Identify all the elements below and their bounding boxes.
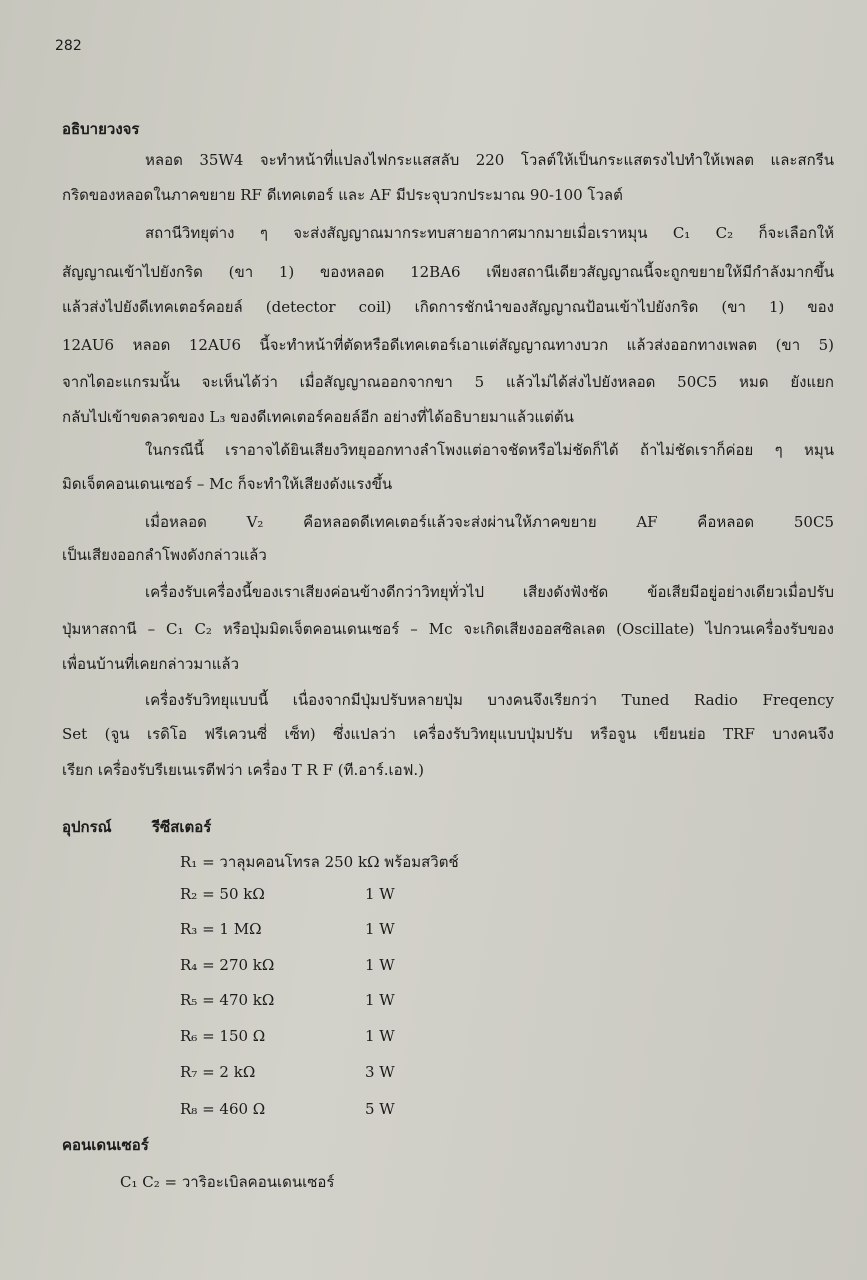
text-line: แล้วส่งไปยังดีเทคเตอร์คอยล์ (detector coil) เกิดการชักนำของสัญญาณป้อนเข้าไปยังกริด (ขา 1) ของ — [62, 298, 834, 316]
resistor-wattage: 5 W — [365, 1100, 395, 1118]
resistor-wattage: 1 W — [365, 1027, 395, 1045]
text-line: ปุ่มหาสถานี – C₁ C₂ หรือปุ่มมิดเจ็ตคอนเดนเซอร์ – Mc จะเกิดเสียงออสซิลเลต (Oscillate) ไปกวนเครื่องรับของ — [62, 620, 834, 638]
text-line: ในกรณีนี้ เราอาจได้ยินเสียงวิทยุออกทางลำโพงแต่อาจชัดหรือไม่ชัดก็ได้ ถ้าไม่ชัดเราก็ค่อย ๆ หมุน — [145, 441, 834, 459]
resistor-spec: R₆ = 150 Ω — [180, 1027, 266, 1045]
capacitor-line: C₁ C₂ = วาริอะเบิลคอนเดนเซอร์ — [120, 1173, 335, 1191]
section-title: อธิบายวงจร — [62, 120, 140, 138]
text-line: เพื่อนบ้านที่เคยกล่าวมาแล้ว — [62, 655, 240, 673]
text-line: สัญญาณเข้าไปยังกริด (ขา 1) ของหลอด 12BA6 เพียงสถานีเดียวสัญญาณนี้จะถูกขยายให้มีกำลังมากขึ้น — [62, 263, 834, 281]
resistor-wattage: 3 W — [365, 1063, 395, 1081]
text-line: เป็นเสียงออกลำโพงดังกล่าวแล้ว — [62, 546, 267, 564]
resistor-row — [180, 850, 459, 874]
text-line: เรียก เครื่องรับรีเยเนเรตีฟว่า เครื่อง T R F (ที.อาร์.เอฟ.) — [62, 761, 424, 779]
text-line: สถานีวิทยุต่าง ๆ จะส่งสัญญาณมากระทบสายอากาศมากมายเมื่อเราหมุน C₁ C₂ ก็จะเลือกให้ — [145, 224, 834, 242]
resistor-spec: R₁ = วาลุมคอนโทรล 250 kΩ พร้อมสวิตช์ — [180, 853, 459, 871]
text-line: กลับไปเข้าขดลวดของ L₃ ของดีเทคเตอร์คอยล์อีก อย่างที่ได้อธิบายมาแล้วแต่ต้น — [62, 408, 574, 426]
page-number: 282 — [55, 38, 82, 54]
resistor-spec: R₃ = 1 MΩ — [180, 920, 262, 938]
resistor-row — [180, 956, 395, 974]
text-line: จากไดอะแกรมนั้น จะเห็นได้ว่า เมื่อสัญญาณออกจากขา 5 แล้วไม่ได้ส่งไปยังหลอด 50C5 หมด ยังแยก — [62, 373, 834, 391]
resistor-spec: R₂ = 50 kΩ — [180, 885, 265, 903]
resistor-label: รีซีสเตอร์ — [152, 818, 212, 836]
text-line: เมื่อหลอด V₂ คือหลอดดีเทคเตอร์แล้วจะส่งผ่านให้ภาคขยาย AF คือหลอด 50C5 — [145, 513, 834, 531]
resistor-row — [180, 991, 395, 1009]
resistor-spec: R₇ = 2 kΩ — [180, 1063, 256, 1081]
resistor-spec: R₅ = 470 kΩ — [180, 991, 275, 1009]
resistor-wattage: 1 W — [365, 920, 395, 938]
text-line: มิดเจ็ตคอนเดนเซอร์ – Mc ก็จะทำให้เสียงดังแรงขึ้น — [62, 475, 393, 493]
resistor-wattage: 1 W — [365, 885, 395, 903]
resistor-row — [180, 920, 395, 938]
text-line: 12AU6 หลอด 12AU6 นี้จะทำหน้าที่ตัดหรือดีเทคเตอร์เอาแต่สัญญาณทางบวก แล้วส่งออกทางเพลต (ขา 5) — [62, 336, 834, 354]
text-line: Set (จูน เรดิโอ ฟรีเควนซี่ เซ็ท) ซึ่งแปลว่า เครื่องรับวิทยุแบบปุ่มปรับ หรือจูน เขียนย่อ TRF บางคนจึง — [62, 725, 834, 743]
text-line: หลอด 35W4 จะทำหน้าที่แปลงไฟกระแสสลับ 220 โวลต์ให้เป็นกระแสตรงไปทำให้เพลต และสกรีน — [145, 151, 834, 169]
equipment-label: อุปกรณ์ — [62, 818, 112, 836]
resistor-spec: R₈ = 460 Ω — [180, 1100, 266, 1118]
resistor-row — [180, 1027, 395, 1045]
capacitor-label: คอนเดนเซอร์ — [62, 1136, 149, 1154]
resistor-wattage: 1 W — [365, 956, 395, 974]
text-line: เครื่องรับวิทยุแบบนี้ เนื่องจากมีปุ่มปรับหลายปุ่ม บางคนจึงเรียกว่า Tuned Radio Freqency — [145, 691, 834, 709]
text-line: กริดของหลอดในภาคขยาย RF ดีเทคเตอร์ และ AF มีประจุบวกประมาณ 90-100 โวลต์ — [62, 186, 623, 204]
resistor-row — [180, 1063, 395, 1081]
resistor-spec: R₄ = 270 kΩ — [180, 956, 275, 974]
resistor-row — [180, 885, 395, 903]
text-line: เครื่องรับเครื่องนี้ของเราเสียงค่อนข้างดีกว่าวิทยุทั่วไป เสียงดังฟังชัด ข้อเสียมีอยู่อย่างเดียวเมื่อปรับ — [145, 583, 834, 601]
resistor-wattage: 1 W — [365, 991, 395, 1009]
resistor-row — [180, 1100, 395, 1118]
